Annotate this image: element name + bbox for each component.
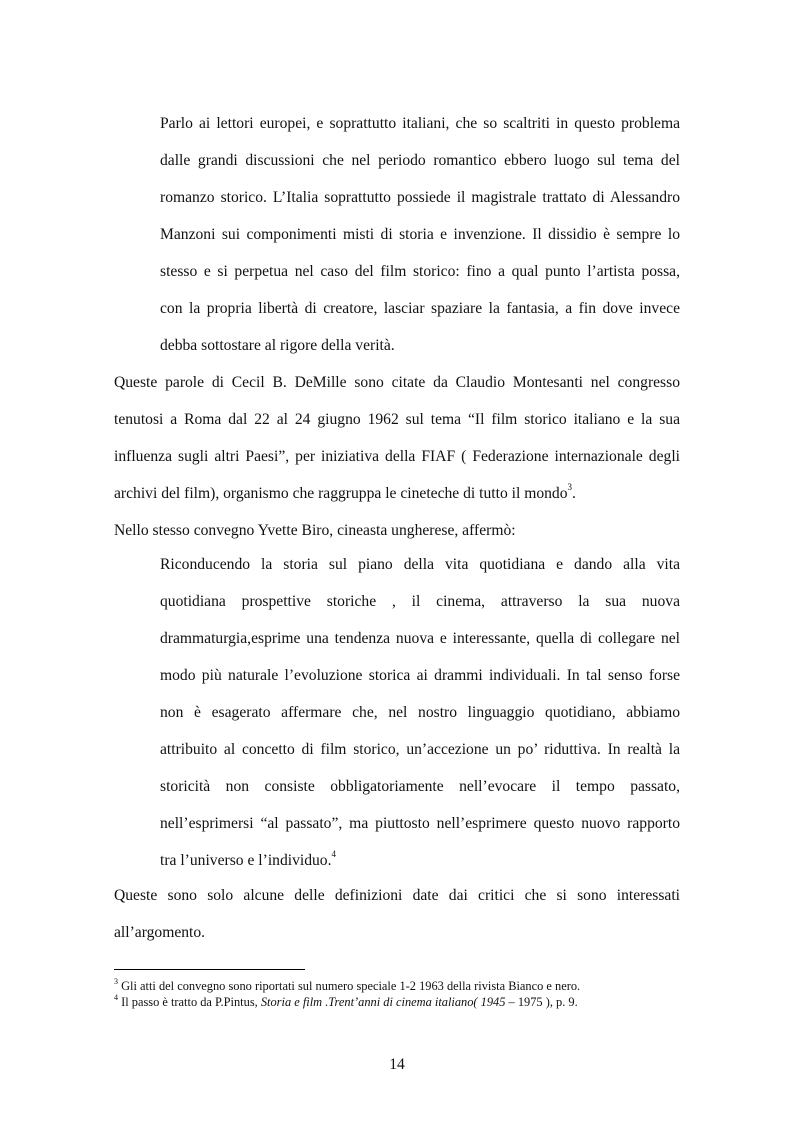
text-line: Manzoni sui componimenti misti di storia e invenzione. Il dissidio è sempre lo xyxy=(160,226,680,243)
text-line: Nello stesso convegno Yvette Biro, cineasta ungherese, affermò: xyxy=(114,522,516,539)
footnote-number: 3 xyxy=(114,976,118,986)
text-line: Parlo ai lettori europei, e soprattutto italiani, che so scaltriti in questo problema xyxy=(160,115,680,132)
text-line-content: tra l’universo e l’individuo. xyxy=(160,852,332,869)
footnote-separator xyxy=(114,969,305,970)
text-line: romanzo storico. L’Italia soprattutto possiede il magistrale trattato di Alessandro xyxy=(160,189,680,206)
page-number: 14 xyxy=(389,1056,405,1073)
text-line: stesso e si perpetua nel caso del film storico: fino a qual punto l’artista possa, xyxy=(160,263,680,280)
text-line: con la propria libertà di creatore, lasciar spaziare la fantasia, a fin dove invece xyxy=(160,300,680,317)
text-line: attribuito al concetto di film storico, un’accezione un po’ riduttiva. In realtà la xyxy=(160,741,680,758)
sentence-end: . xyxy=(572,485,576,502)
block-quote-biro xyxy=(160,546,680,879)
text-line: drammaturgia,esprime una tendenza nuova e interessante, quella di collegare nel xyxy=(160,630,680,647)
footnote-ref-4[interactable]: 4 xyxy=(331,848,336,859)
footnote-text-end: – 1975 ), p. 9. xyxy=(505,995,578,1009)
text-line xyxy=(114,475,680,512)
text-line: modo più naturale l’evoluzione storica ai drammi individuali. In tal senso forse xyxy=(160,667,680,684)
text-line: influenza sugli altri Paesi”, per iniziativa della FIAF ( Federazione internazionale degli xyxy=(114,448,680,465)
paragraph-biro-intro xyxy=(114,512,680,549)
text-line: all’argomento. xyxy=(114,924,206,941)
paragraph-montesanti xyxy=(114,364,680,512)
text-line-content: archivi del film), organismo che raggruppa le cineteche di tutto il mondo xyxy=(114,485,568,502)
text-line: Riconducendo la storia sul piano della vita quotidiana e dando alla vita xyxy=(160,556,680,573)
footnote-text: Il passo è tratto da P.Pintus, xyxy=(118,995,261,1009)
footnote-title-italic: Storia e film .Trent’anni di cinema italiano( 1945 xyxy=(260,995,506,1009)
footnote-ref-3[interactable]: 3 xyxy=(567,481,573,492)
text-line: dalle grandi discussioni che nel periodo romantico ebbero luogo sul tema del xyxy=(160,152,680,169)
text-line: debba sottostare al rigore della verità. xyxy=(160,337,395,354)
text-line: tenutosi a Roma dal 22 al 24 giugno 1962 sul tema “Il film storico italiano e la sua xyxy=(114,411,680,428)
text-line: nell’esprimersi “al passato”, ma piuttosto nell’esprimere questo nuovo rapporto xyxy=(160,815,680,832)
footnote-text: Gli atti del convegno sono riportati sul numero speciale 1-2 1963 della rivista Bianco e nero. xyxy=(118,979,581,993)
footnote-number: 4 xyxy=(114,992,118,1002)
block-quote-demille xyxy=(160,105,680,364)
footnote-4 xyxy=(114,994,714,1010)
footnote-3 xyxy=(114,978,714,994)
footnotes xyxy=(114,978,714,1010)
text-line: Queste parole di Cecil B. DeMille sono citate da Claudio Montesanti nel congresso xyxy=(114,374,680,391)
text-line: non è esagerato affermare che, nel nostro linguaggio quotidiano, abbiamo xyxy=(160,704,680,721)
text-line: Queste sono solo alcune delle definizioni date dai critici che si sono interessati xyxy=(114,887,680,904)
paragraph-conclusion xyxy=(114,877,680,951)
text-line xyxy=(160,842,680,879)
text-line: storicità non consiste obbligatoriamente nell’evocare il tempo passato, xyxy=(160,778,680,795)
text-line: quotidiana prospettive storiche , il cinema, attraverso la sua nuova xyxy=(160,593,680,610)
